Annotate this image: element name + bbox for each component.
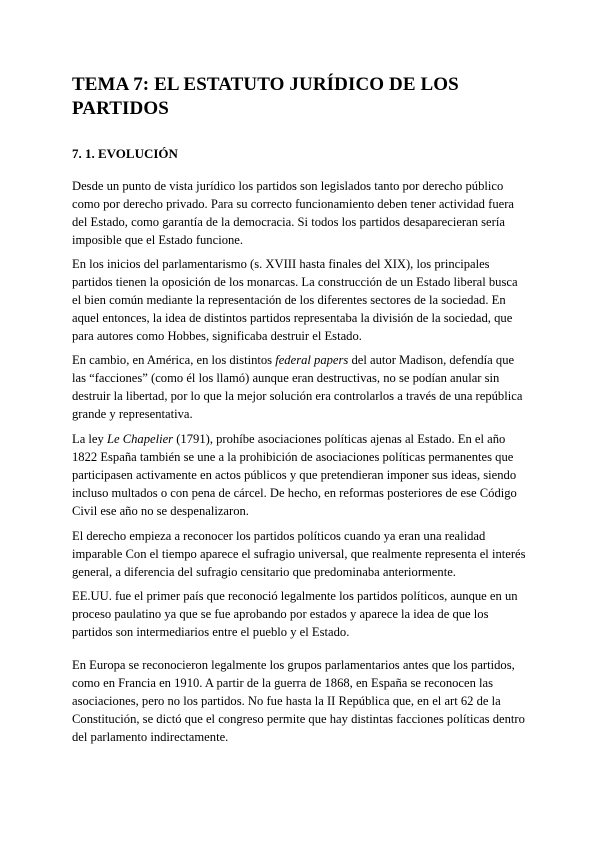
paragraph-3-italic: federal papers xyxy=(275,353,349,367)
paragraph-3 xyxy=(72,351,528,423)
paragraph-6: EE.UU. fue el primer país que reconoció legalmente los partidos políticos, aunque en un proceso paulatino ya que se fue aprobando por estados y aparece la idea de que los partidos son intermediarios entre el pueblo y el Estado. xyxy=(72,589,518,639)
paragraph-3-text-a: En cambio, en América, en los distintos xyxy=(72,353,276,367)
paragraph-4-text-c: (1791), prohíbe asociaciones políticas ajenas al Estado. En el año 1822 España también se une a la prohibición de asociaciones políticas permanentes que participasen activamente en actos públicos y que pretendieran imponer sus ideas, siendo incluso multados o con pena de cárcel. De hecho, en reformas posteriores de ese Código Civil ese año no se despenalizaron. xyxy=(72,432,517,518)
paragraph-5: El derecho empieza a reconocer los partidos políticos cuando ya eran una realidad imparable Con el tiempo aparece el sufragio universal, que realmente representa el interés general, a diferencia del sufragio censitario que predominaba anteriormente. xyxy=(72,529,526,579)
section-heading: 7. 1. EVOLUCIÓN xyxy=(72,146,178,161)
paragraph-7: En Europa se reconocieron legalmente los grupos parlamentarios antes que los partidos, como en Francia en 1910. A partir de la guerra de 1868, en España se reconocen las asociaciones, pero no los partidos. No fue hasta la II República que, en el art 62 de la Constitución, se dictó que el congreso permite que hay distintas facciones políticas dentro del parlamento indirectamente. xyxy=(72,658,525,744)
paragraph-4-text-a: La ley xyxy=(72,432,107,446)
paragraph-4 xyxy=(72,430,528,520)
paragraph-4-italic: Le Chapelier xyxy=(106,432,174,446)
paragraph-2: En los inicios del parlamentarismo (s. XVIII hasta finales del XIX), los principales partidos tienen la oposición de los monarcas. La construcción de un Estado liberal busca el bien común mediante la representación de los diferentes sectores de la sociedad. En aquel entonces, la idea de distintos partidos representaba la división de la sociedad, que para autores como Hobbes, significaba destruir el Estado. xyxy=(72,257,518,343)
page-title: TEMA 7: EL ESTATUTO JURÍDICO DE LOS PARTIDOS xyxy=(72,74,459,119)
paragraph-1: Desde un punto de vista jurídico los partidos son legislados tanto por derecho público como por derecho privado. Para su correcto funcionamiento deben tener actividad fuera del Estado, como garantía de la democracia. Si todos los partidos desaparecieran sería imposible que el Estado funcione. xyxy=(72,179,514,247)
paragraph-3-text-c: del autor Madison, defendía que las “facciones” (como él los llamó) aunque eran destructivas, no se podían anular sin destruir la libertad, por lo que la mejor solución era controlarlos a través de una república grande y representativa. xyxy=(72,353,523,421)
